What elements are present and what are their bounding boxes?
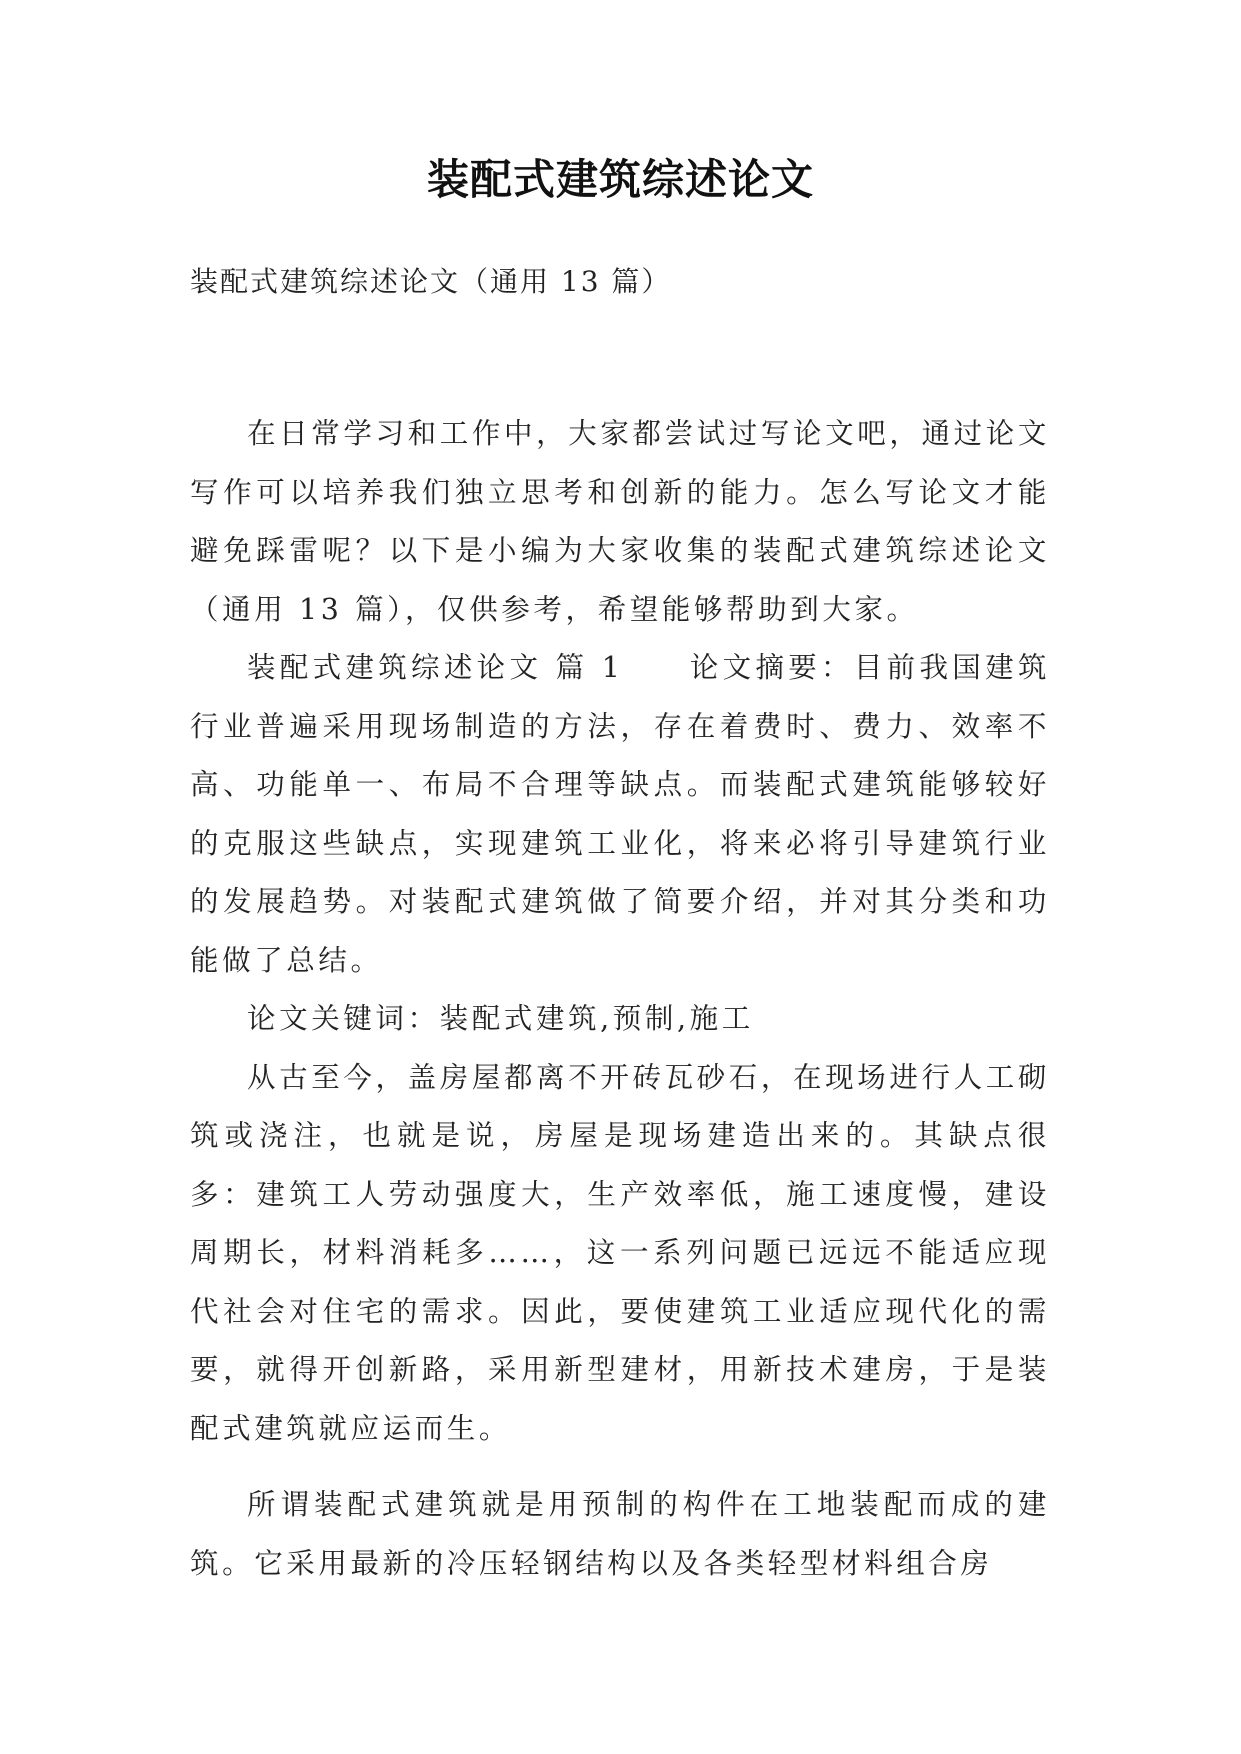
document-body <box>190 405 1050 1593</box>
paragraph-background: 从古至今，盖房屋都离不开砖瓦砂石，在现场进行人工砌筑或浇注，也就是说，房屋是现场建造出来的。其缺点很多：建筑工人劳动强度大，生产效率低，施工速度慢，建设周期长，材料消耗多……，这一系列问题已远远不能适应现代社会对住宅的需求。因此，要使建筑工业适应现代化的需要，就得开创新路，采用新型建材，用新技术建房，于是装配式建筑就应运而生。 <box>190 1060 1050 1445</box>
paragraph-keywords: 论文关键词：装配式建筑,预制,施工 <box>247 1002 754 1035</box>
document-title: 装配式建筑综述论文 <box>426 155 814 204</box>
document-subtitle: 装配式建筑综述论文（通用 13 篇） <box>190 265 672 298</box>
paragraph-article-1-abstract: 装配式建筑综述论文 篇 1 论文摘要：目前我国建筑行业普遍采用现场制造的方法，存在着费时、费力、效率不高、功能单一、布局不合理等缺点。而装配式建筑能够较好的克服这些缺点，实现建筑工业化，将来必将引导建筑行业的发展趋势。对装配式建筑做了简要介绍，并对其分类和功能做了总结。 <box>190 651 1050 977</box>
paragraph-definition: 所谓装配式建筑就是用预制的构件在工地装配而成的建筑。它采用最新的冷压轻钢结构以及各类轻型材料组合房 <box>190 1488 1050 1580</box>
paragraph-intro: 在日常学习和工作中，大家都尝试过写论文吧，通过论文写作可以培养我们独立思考和创新的能力。怎么写论文才能避免踩雷呢？以下是小编为大家收集的装配式建筑综述论文（通用 13 篇），仅供参考，希望能够帮助到大家。 <box>190 417 1050 626</box>
